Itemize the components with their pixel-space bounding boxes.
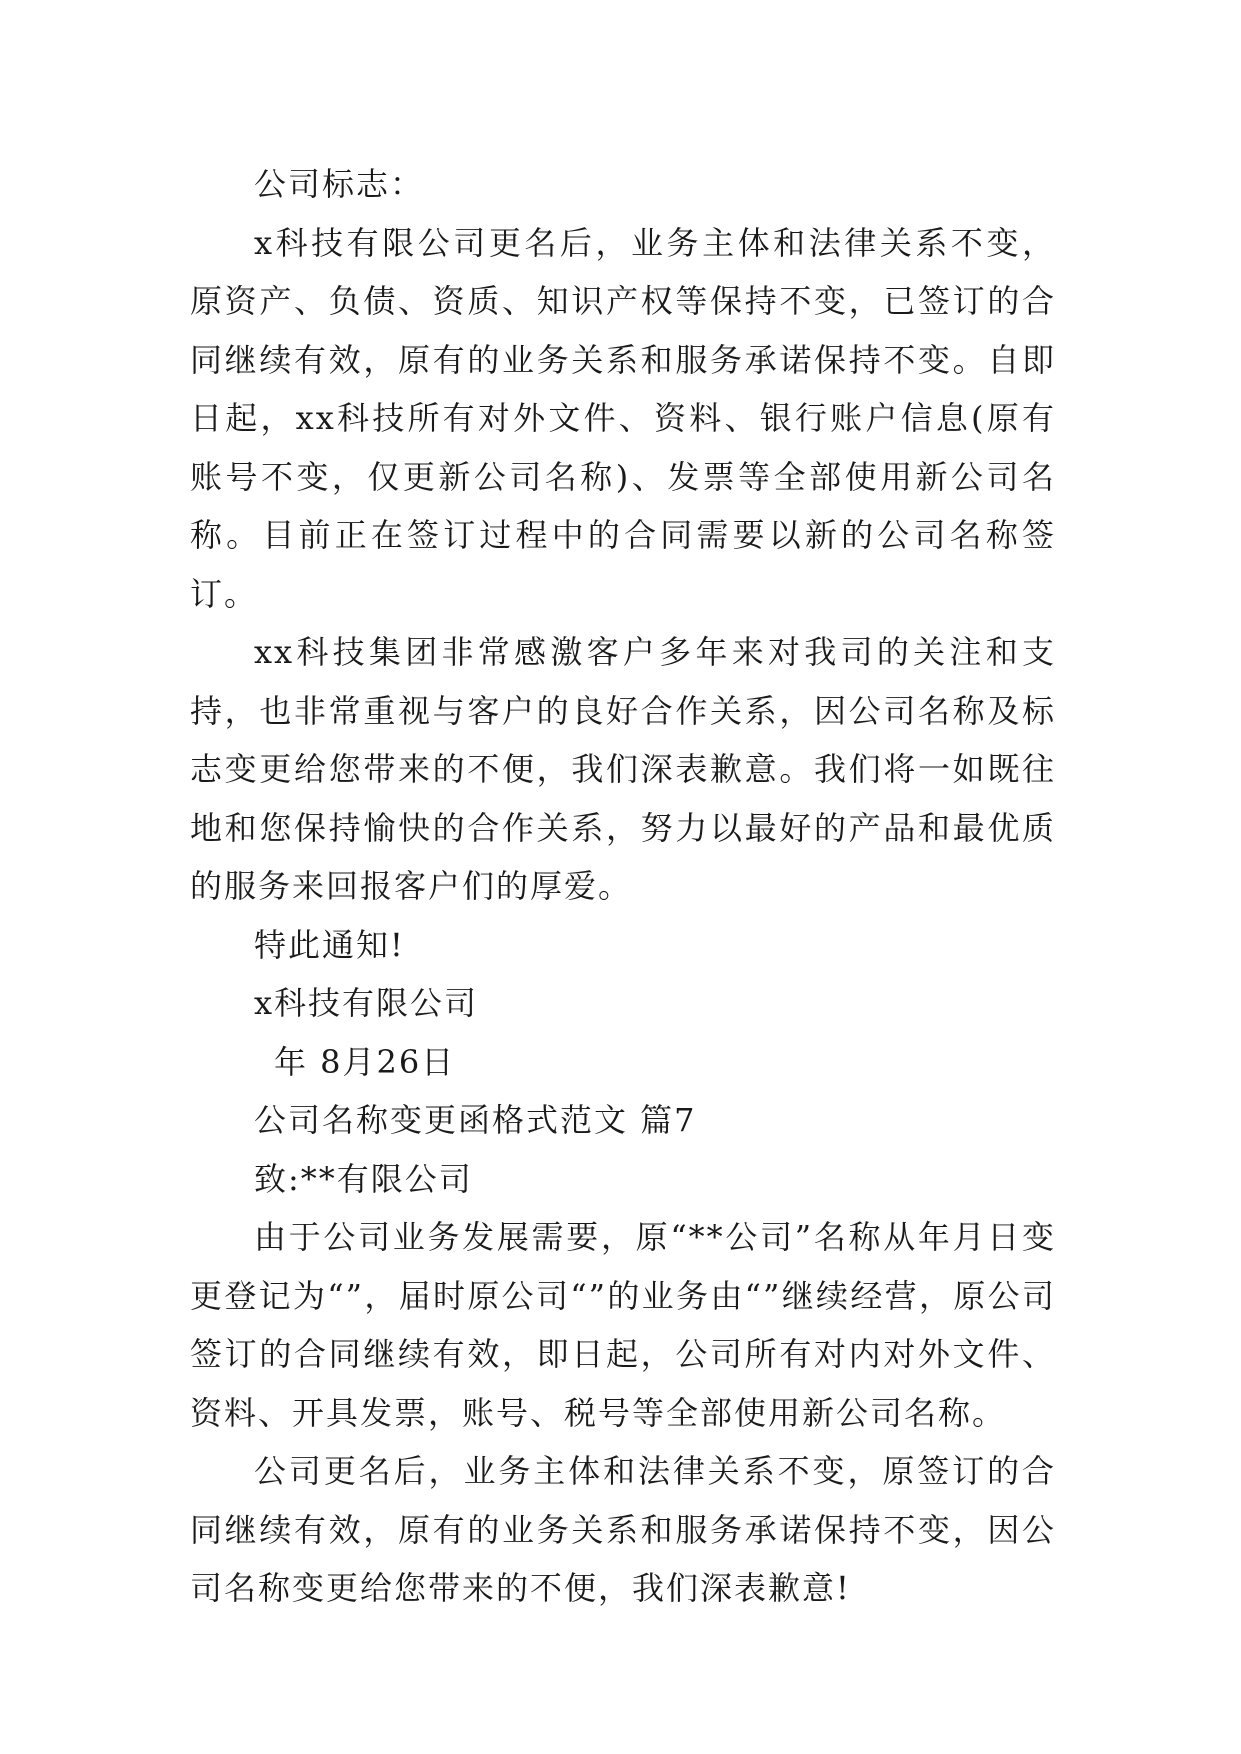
paragraph-name-change-registration: 由于公司业务发展需要，原“**公司”名称从年月日变更登记为“”，届时原公司“”的业务由“”继续经营，原公司签订的合同继续有效，即日起，公司所有对内对外文件、资料、开具发票，账号、税号等全部使用新公司名称。 (190, 1218, 1056, 1432)
notice-closing: 特此通知! (254, 925, 405, 964)
section-title-template-7: 公司名称变更函格式范文 篇7 (254, 1101, 697, 1139)
addressee-line: 致:**有限公司 (254, 1159, 473, 1198)
signature-company: x科技有限公司 (254, 984, 479, 1022)
signature-date: 年 8月26日 (274, 1042, 456, 1081)
paragraph-thanks-apology: xx科技集团非常感激客户多年来对我司的关注和支持，也非常重视与客户的良好合作关系，因公司名称及标志变更给您带来的不便，我们深表歉意。我们将一如既往地和您保持愉快的合作关系，努力以最好的产品和最优质的服务来回报客户们的厚爱。 (190, 633, 1056, 905)
paragraph-legal-relationship: 公司更名后，业务主体和法律关系不变，原签订的合同继续有效，原有的业务关系和服务承诺保持不变，因公司名称变更给您带来的不便，我们深表歉意! (190, 1452, 1056, 1607)
paragraph-rename-effect: x科技有限公司更名后，业务主体和法律关系不变，原资产、负债、资质、知识产权等保持不变，已签订的合同继续有效，原有的业务关系和服务承诺保持不变。自即日起，xx科技所有对外文件、资料、银行账户信息(原有账号不变，仅更新公司名称)、发票等全部使用新公司名称。目前正在签订过程中的合同需要以新的公司名称签订。 (190, 223, 1056, 613)
document-body (190, 155, 1056, 1618)
section-heading-company-logo: 公司标志： (254, 165, 425, 203)
